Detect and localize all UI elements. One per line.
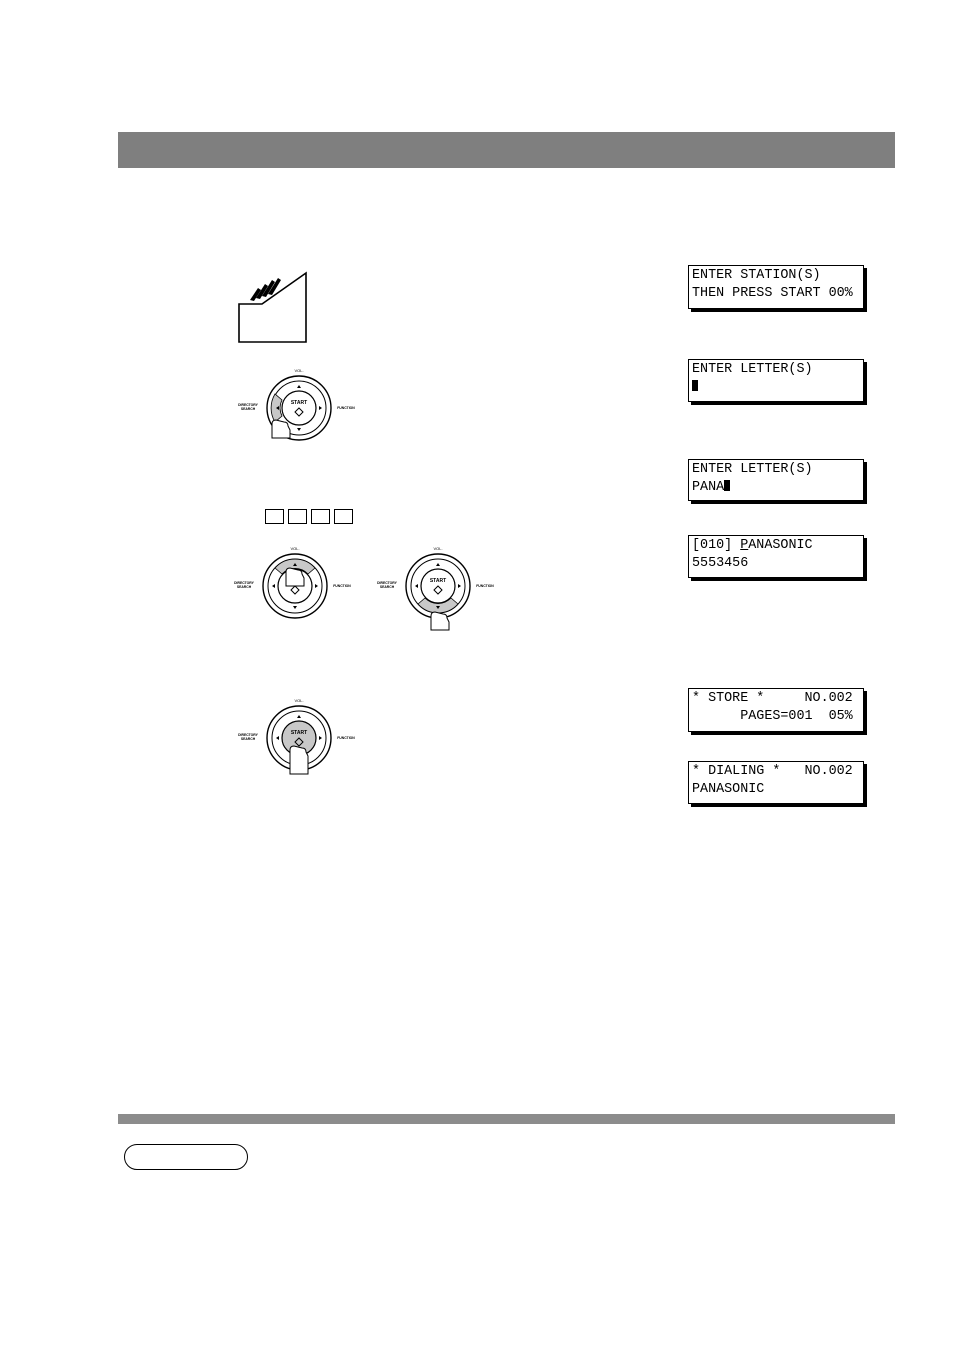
nav-panel-down-press xyxy=(373,542,503,632)
lcd-display-3: ENTER LETTER(S) PANA xyxy=(688,459,864,501)
lcd-display-6: * DIALING * NO.002 PANASONIC xyxy=(688,761,864,804)
svg-text:SEARCH: SEARCH xyxy=(379,585,395,589)
lcd-display-2: ENTER LETTER(S) xyxy=(688,359,864,402)
svg-text:VOL.: VOL. xyxy=(294,698,304,703)
lcd-display-1: ENTER STATION(S) THEN PRESS START 00% xyxy=(688,265,864,309)
char-key-3 xyxy=(311,509,330,524)
function-label: FUNCTION xyxy=(337,406,355,410)
svg-text:START: START xyxy=(290,730,308,736)
svg-text:DIRECTORY: DIRECTORY xyxy=(234,581,254,585)
section-header-bar xyxy=(118,132,895,168)
finger-icon xyxy=(272,420,290,438)
volume-label: VOL. xyxy=(294,368,304,373)
nav-panel-left-press xyxy=(234,364,364,446)
finger-icon xyxy=(286,568,304,586)
svg-text:VOL.: VOL. xyxy=(290,546,300,551)
svg-text:VOL.: VOL. xyxy=(433,546,443,551)
note-badge xyxy=(124,1144,248,1170)
svg-text:DIRECTORY: DIRECTORY xyxy=(377,581,397,585)
directory-label: DIRECTORY xyxy=(238,403,258,407)
nav-panel-start-press xyxy=(234,694,364,776)
svg-text:SEARCH: SEARCH xyxy=(240,737,256,741)
finger-icon xyxy=(290,746,308,774)
svg-text:START: START xyxy=(429,578,447,584)
document-icon xyxy=(236,270,310,344)
char-key-2 xyxy=(288,509,307,524)
svg-text:FUNCTION: FUNCTION xyxy=(337,736,355,740)
svg-text:DIRECTORY: DIRECTORY xyxy=(238,733,258,737)
char-key-1 xyxy=(265,509,284,524)
char-key-4 xyxy=(334,509,353,524)
svg-text:SEARCH: SEARCH xyxy=(236,585,252,589)
finger-icon xyxy=(431,612,449,630)
text-cursor xyxy=(692,380,698,391)
nav-panel-up-press xyxy=(230,542,360,624)
svg-text:FUNCTION: FUNCTION xyxy=(476,584,494,588)
start-label: START xyxy=(290,400,308,406)
footer-rule xyxy=(118,1114,895,1124)
search-label: SEARCH xyxy=(240,407,256,411)
lcd-display-5: * STORE * NO.002 PAGES=001 05% xyxy=(688,688,864,732)
lcd-display-4: [010] PANASONIC 5553456 xyxy=(688,535,864,578)
text-cursor xyxy=(724,480,730,491)
svg-text:FUNCTION: FUNCTION xyxy=(333,584,351,588)
